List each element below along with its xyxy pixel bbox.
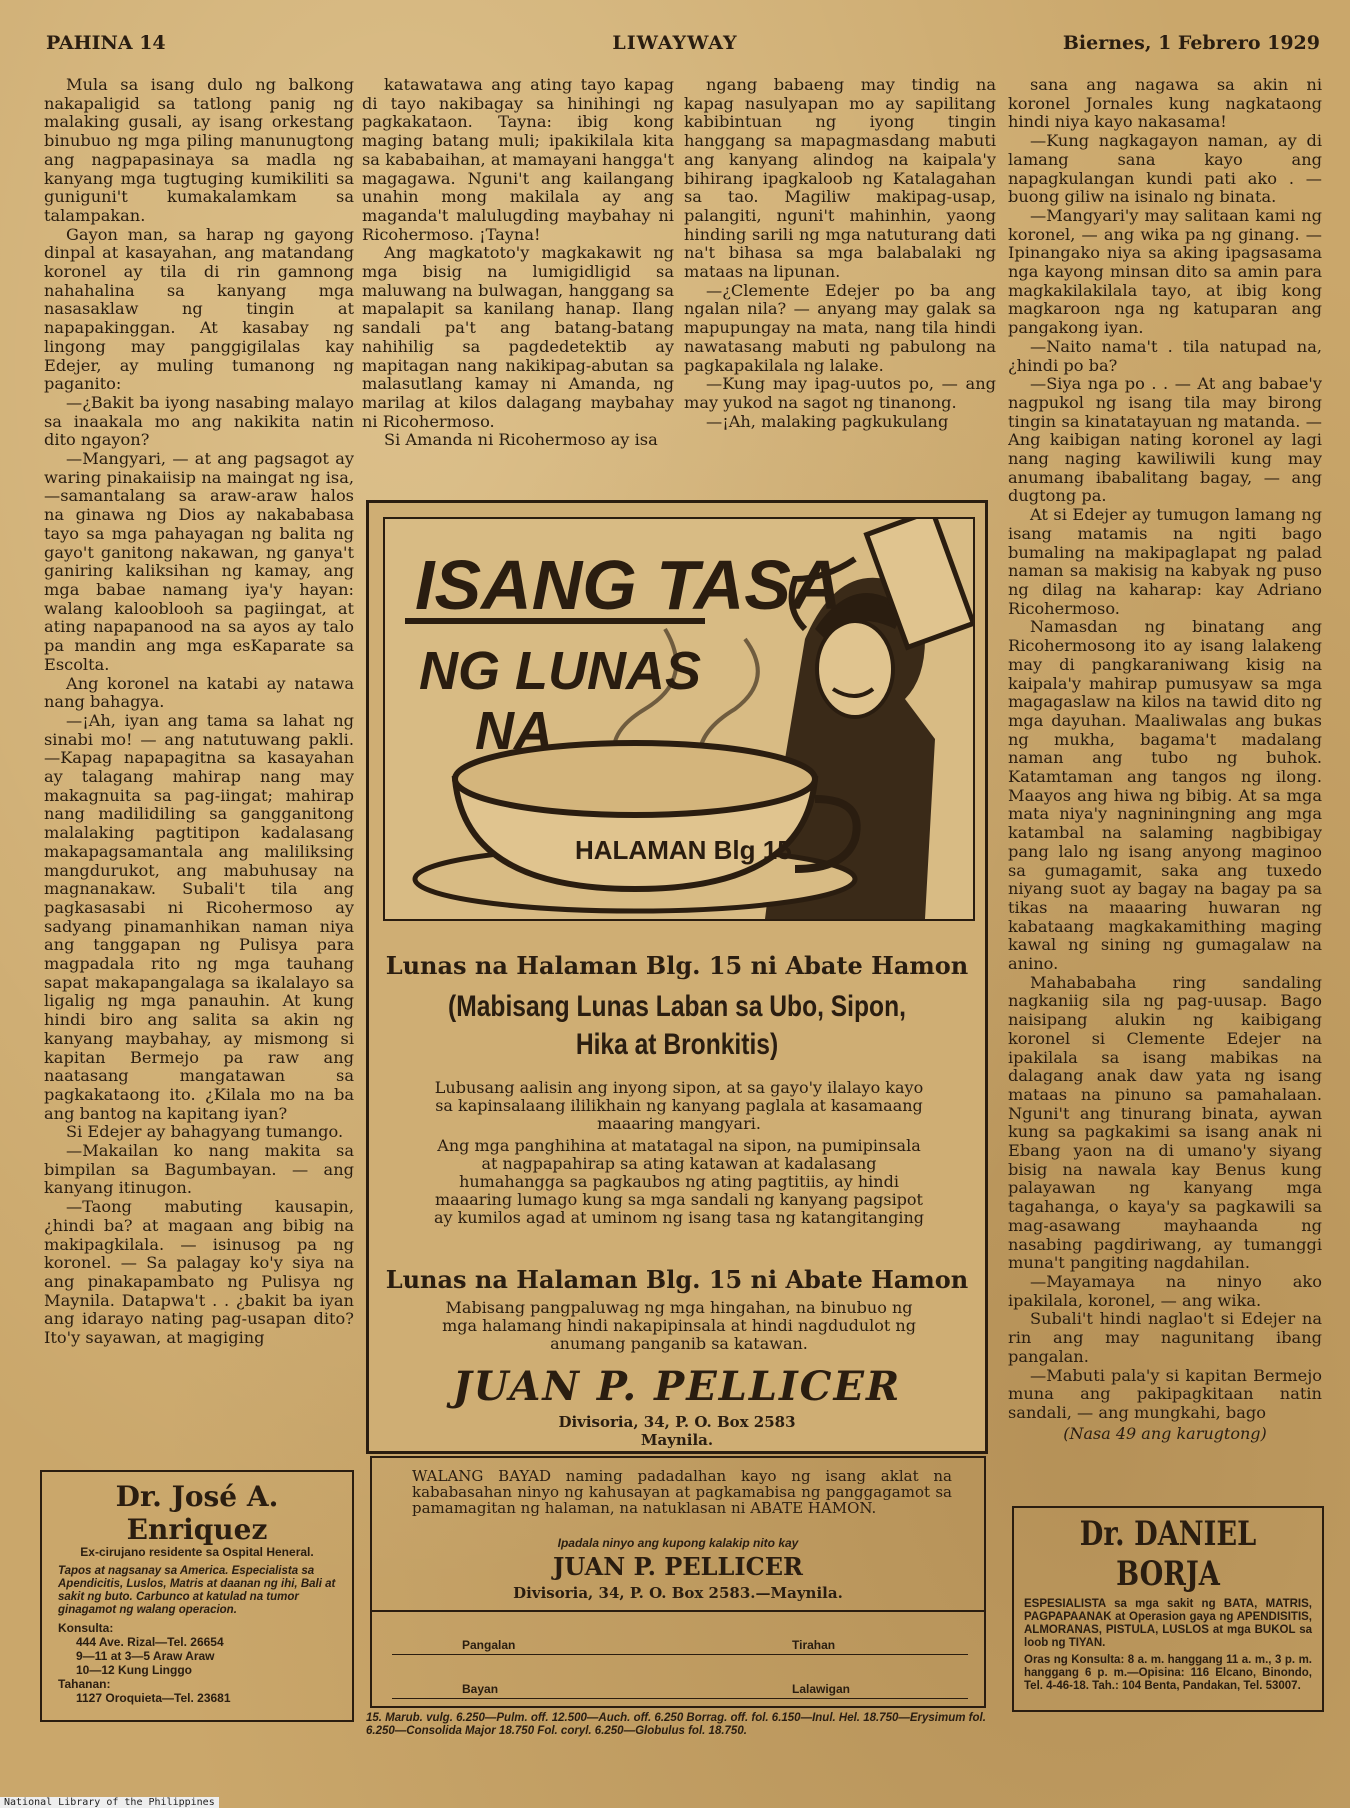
issue-date: Biernes, 1 Febrero 1929 — [1062, 32, 1320, 54]
paragraph: —Naito nama't . tila natupad na, ¿hindi po ba? — [1008, 336, 1322, 375]
doctor-name: Dr. DANIEL BORJA — [1079, 1514, 1257, 1594]
library-watermark: National Library of the Philippines — [0, 1797, 219, 1808]
article-column-1 — [44, 76, 354, 1441]
ad-brand: JUAN P. PELLICER — [452, 1363, 902, 1410]
paragraph: Subali't hindi naglao't si Edejer na rin ang may nagunitang ibang pangalan. — [1008, 1309, 1322, 1366]
coupon-label-address: Tirahan — [792, 1638, 836, 1652]
coupon-row-name[interactable] — [392, 1638, 968, 1655]
medicine-advertisement — [366, 500, 988, 1454]
paragraph: —¿Clemente Edejer po ba ang ngalan nila? — anyang may galak sa mapupungay na mata, nang tila hindi nawatasang mabuti ng pabulong na pagkapakilala ng lalake. — [684, 280, 996, 375]
office-hours-2: 10—12 Kung Linggo — [76, 1663, 193, 1677]
coupon-brand: JUAN P. PELLICER — [553, 1552, 803, 1581]
coupon-instruction: Ipadala ninyo ang kupong kalakip nito kay — [557, 1536, 799, 1550]
paragraph: Gayon man, sa harap ng gayong dinpal at kasayahan, ang matandang koronel ay tila di rin gamnong nahahalina sa kanyang mga nasasaklaw ng tingin at napapakinggan. At kasabay ng lingong may panggigilalas kay Edejer, ay muling tumanong ng paganito: — [44, 224, 354, 394]
paragraph: —Mabuti pala'y si kapitan Bermejo muna ang pakipagkitaan natin sandali, — ang mungkahi, bago — [1008, 1365, 1322, 1422]
ad-body-3: Mabisang pangpaluwag ng mga hingahan, na binubuo ng mga halamang hindi nakapipinsala at hindi nagdudulot ng anumang panganib sa katawan. — [442, 1298, 916, 1353]
paragraph: Ang koronel na katabi ay natawa nang bahagya. — [44, 673, 354, 712]
ad-paragraph: Lubusang aalisin ang inyong sipon, at sa gayo'y ilalayo kayo sa kapinsalaang ililikhain ng kanyang paglala at kasamaang maaaring mangyari. — [434, 1078, 924, 1133]
paragraph: —Mangyari, — at ang pagsagot ay waring pinakaiisip na maingat ng isa,—samantalang sa araw-araw halos na ginawa ng Dios ay nakababasa tayo sa mga pahayagan ng balita ng gayo't ganitong nakawan, ng ganya't ganiring kaliksihan ng kamay, ang mga babae namang iya'y hayan: walang kalooblooh sa pagiingat, at ating napapanood na sa ayos ay talo pa mandin ang mga esKaparate sa Escolta. — [44, 449, 354, 674]
doctor-ad-borja — [1012, 1506, 1324, 1712]
article-column-4 — [1008, 76, 1322, 1571]
ad-paragraph: Ang mga panghihina at matatagal na sipon, na pumipinsala at nagpapahirap sa ating katawan at kadalasang humahangga sa pagkaubos ng ating pagtitiis, ay hindi maaaring lumago kung sa mga sandali ng kanyang pagsipot ay kumilos agad at uminom ng isang tasa ng katangitanging — [433, 1136, 925, 1227]
consult-label: Konsulta: — [58, 1621, 114, 1635]
ingredients-footnote: 15. Marub. vulg. 6.250—Pulm. off. 12.500—Auch. off. 6.250 Borrag. off. fol. 6.150—Inul. Hel. 18.750—Erysimum fol. 6.250—Consolida Major 18.750 Fol. coryl. 6.250—Globulus fol. 18.750. — [366, 1712, 986, 1737]
paragraph: At si Edejer ay tumugon lamang ng isang matamis na ngiti bago bumaling na makipaglapat ng palad naman sa makisig na kabyak ng puso ng dilag na kaharap: kay Adriano Ricohermoso. — [1008, 505, 1322, 618]
paragraph: Mahababaha ring sandaling nagkaniig sila ng pag-uusap. Bago naisipang alukin ng kaibigang koronel si Clemente Edejer na ipakilala sa isang mabikas na dalagang anak daw yata ng isang mataas na pinuno sa pamahalaan. Nguni't ang tinurang binata, aywan kung sa pagkakimi sa isang anak ni Ebang yaon na di umano'y siyang bisig na nawala kay Benus kung palayawan ng kanyang mga tagahanga, o kaya'y sa pagkawili sa mag-asawang mayhaanda ng nasabing pagdiriwang, ay tumanggi muna't pangiting nagdahilan. — [1008, 972, 1322, 1273]
consult-address: 444 Ave. Rizal—Tel. 26654 — [76, 1635, 224, 1649]
paragraph: katawatawa ang ating tayo kapag di tayo nakibagay sa hinihingi ng pagkakataon. Tayna: ibig kong maging batang muli; ipakikilala kita sa kababaihan, at mamayani hangga't magagawa. Nguni't ang kailangang unahin mong makilala ay ang maganda't malulugding maybahay ni Ricohermoso. ¡Tayna! — [362, 76, 674, 244]
paragraph: Si Amanda ni Ricohermoso ay isa — [384, 430, 658, 450]
ad-body — [429, 1079, 929, 1231]
paragraph: Ang magkatoto'y magkakawit ng mga bisig na lumigidligid sa maluwang na bulwagan, hanggang sa mapalapit sa kanilang hanap. Ilang sandali pa't ang batang-batang nahihilig sa pagdedetektib ay mapitagan nang nakikipag-abutan sa malasutlang kamay ni Amanda, ng marilag at kilos dalagang maybahay ni Ricohermoso. — [362, 243, 674, 431]
article-column-2 — [362, 76, 674, 496]
paragraph: —Kung nagkagayon naman, ay di lamang sana kayo ang napagkulangan kundi pati ako . —buong giliw na isinalo ng binata. — [1008, 131, 1322, 207]
paragraph: —¡Ah, iyan ang tama sa lahat ng sinabi mo! — ang natutuwang pakli.—Kapag napapagitna sa kasayahan ay talagang mahirap nang may makagnuita sa pag-iingat; mahirap nang madilidiling sa gangganitong malalaking pagtitipon kadalasang makapagsamantala ang maliliksing mangdurukot, ang mabuhusay na magnanakaw. Subali't tila ang pagkasasabi ni Ricohermoso ay sadyang pinamanhikan naman niya ang tanggapan ng Pulisya para magpadala rito ng mga tauhang sapat makapangalaga sa ikalalayo sa ligalig ng mga panauhin. At kung hindi biro ang salita sa akin ng kanyang maybahay, ay mismong si kapitan Bermejo pa raw ang naatasang mangatawan sa pagkakataong ito. ¿Kilala mo na ba ang bantog na kapitang iyan? — [44, 710, 354, 1123]
paragraph: Namasdan ng binatang ang Ricohermosong ito ay isang lalakeng may di pangkaraniwang kisig na kaipala'y mahirap pumusyaw sa mga magagaslaw na kilos na tawid dito ng mga dayuhan. Maaliwalas ang bukas ng mukha, bagama't madalang naman ang tubo ng buhok. Katamtaman ang tangos ng ilong. Maayos ang hiwa ng bibig. At sa mga mata niya'y nagniningning ang mga katambal na salaming nagbibigay pang lalo ng isang anyong maginoo sa gumagamit, saka ang tuxedo niyang suot ay bagay na bagay pa sa tikas na maaaring huwaran ng kabataang magkakamithing maging kawal ng sining ng gumagalaw na anino. — [1008, 617, 1322, 974]
ad-subhead-1: (Mabisang Lunas Laban sa Ubo, Sipon, — [448, 990, 906, 1023]
doctor-ad-enriquez — [40, 1470, 354, 1722]
ad-art-title: ISANG TASA — [415, 546, 842, 624]
doctor-title: Ex-cirujano residente sa Ospital Heneral. — [80, 1545, 314, 1559]
home-label: Tahanan: — [58, 1677, 111, 1691]
ad-address-1: Divisoria, 34, P. O. Box 2583 — [558, 1413, 796, 1431]
ad-address-2: Maynila. — [640, 1431, 714, 1449]
ad-art-line3: NA — [475, 701, 553, 761]
ad-headline: Lunas na Halaman Blg. 15 ni Abate Hamon — [385, 951, 969, 980]
office-hours-1: 9—11 at 3—5 Araw Araw — [76, 1649, 215, 1663]
ad-art-line2: NG LUNAS — [419, 641, 701, 701]
coupon-label-province: Lalawigan — [792, 1682, 851, 1696]
coupon-address: Divisoria, 34, P. O. Box 2583.—Maynila. — [513, 1584, 843, 1602]
paragraph: —Mangyari'y may salitaan kami ng koronel, — ang wika pa ng ginang. — Ipinangako niya sa aking ipagsasama nga kayong minsan dito sa amin para magkakilakilala tayo, at ibig kong magkaroon nga ng katuparan ang pangakong iyan. — [1008, 205, 1322, 338]
cup-label: HALAMAN Blg 15 — [575, 835, 792, 865]
paragraph: —Siya nga po . . — At ang babae'y nagpukol ng isang tila may birong tingin sa kinatatayuan ng matanda. — Ang kaibigan nating koronel ay lagi nang naging kawiliwili kung may anumang ibabalitang bagay, — ang dugtong pa. — [1008, 374, 1322, 506]
coupon-text: WALANG BAYAD naming padadalhan kayo ng isang aklat na kababasahan ninyo ng kahusayan at pagkamabisa ng panggagamot sa pamamagitan ng halaman, na natuklasan ni ABATE HAMON. — [412, 1467, 952, 1517]
article-column-3 — [684, 76, 996, 496]
continuation-note: (Nasa 49 ang karugtong) — [1063, 1423, 1267, 1443]
tea-cup-illustration — [385, 519, 973, 919]
home-address: 1127 Oroquieta—Tel. 23681 — [76, 1691, 231, 1705]
paragraph: —¡Ah, malaking pagkukulang — [706, 411, 949, 431]
page-number: PAHINA 14 — [46, 32, 166, 54]
coupon-label-town: Bayan — [462, 1682, 499, 1696]
paragraph: —Makailan ko nang makita sa bimpilan sa Bagumbayan. — ang kanyang itinugon. — [44, 1141, 354, 1198]
paragraph: —Taong mabuting kausapin, ¿hindi ba? at magaan ang bibig na makipagkilala. — isinusog pa ng koronel. — Sa palagay ko'y siya na ang pinakapambato ng Pulisya ng Maynila. Datapwa't . . ¿bakit ba iyan ang idarayo nating pag-usapan dito? Ito'y sayawan, at magiging — [44, 1197, 354, 1348]
doctor-hours: Oras ng Konsulta: 8 a. m. hanggang 11 a. m., 3 p. m. hanggang 6 p. m.—Opisina: 116 Elcano, Binondo, Tel. 4-46-18. Tah.: 104 Benta, Pandakan, Tel. 53007. — [1024, 1654, 1312, 1692]
doctor-name: Dr. José A. Enriquez — [115, 1480, 279, 1546]
doctor-specialty: ESPESIALISTA sa mga sakit ng BATA, MATRIS, PAGPAPAANAK at Operasion gaya ng APENDISITIS, ALMORANAS, PISTULA, LUSLOS at mga BUKOL sa loob ng TIYAN. — [1024, 1598, 1312, 1649]
ad-headline-2: Lunas na Halaman Blg. 15 ni Abate Hamon — [385, 1265, 969, 1294]
paragraph: —Kung may ipag-uutos po, — ang may yukod na sagot ng tinanong. — [684, 374, 996, 412]
paragraph: Si Edejer ay bahagyang tumango. — [66, 1122, 344, 1142]
coupon-label-name: Pangalan — [462, 1638, 516, 1652]
coupon-row-town[interactable] — [392, 1682, 968, 1699]
paragraph: Mula sa isang dulo ng balkong nakapaligid sa tatlong panig ng malaking gusali, ay isang orkestang binubuo ng mga piling manunugtong ang nagpapasinaya sa madla ng kanyang mga tugtuging kumikiliti sa guniguni't kumakalamkam sa talampakan. — [44, 76, 354, 225]
doctor-specialty: Tapos at nagsanay sa America. Especialista sa Apendicitis, Luslos, Matris at daanan ng ihi, Bali at sakit ng buto. Carbunco at katulad na tumor ginagamot ng walang operacion. — [58, 1565, 336, 1616]
paragraph: —¿Bakit ba iyong nasabing malayo sa inaakala mo ang nakikita natin dito ngayon? — [44, 392, 354, 450]
free-book-coupon — [370, 1456, 986, 1708]
publication-title: LIWAYWAY — [612, 32, 738, 54]
ad-subhead-2: Hika at Bronkitis) — [575, 1028, 779, 1061]
ad-illustration — [383, 517, 975, 921]
paragraph: —Mayamaya na ninyo ako ipakilala, koronel, — ang wika. — [1008, 1272, 1322, 1310]
paragraph: ngang babaeng may tindig na kapag nasulyapan mo ay sapilitang kabibintuan ng iyong tingin hanggang sa mapagmasdang mabuti ang kanyang alindog na kaipala'y bihirang ipagkaloob ng Katalagahan sa tao. Magiliw makipag-usap, palangiti, nguni't mahinhin, yaong hinding sarili ng mga natuturang dati na't bihasa sa mga balabalaki ng mataas na lipunan. — [684, 76, 996, 282]
paragraph: sana ang nagawa sa akin ni koronel Jornales kung nagkataong hindi niya kayo nakasama! — [1008, 76, 1322, 132]
